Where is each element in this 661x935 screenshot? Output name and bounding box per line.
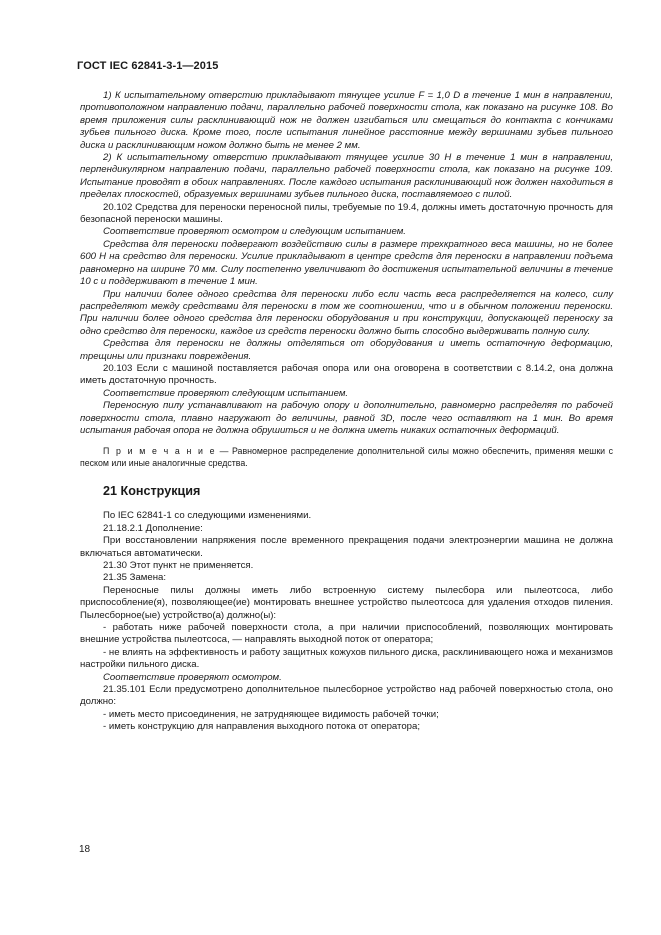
section-line: 21.18.2.1 Дополнение: bbox=[103, 522, 203, 534]
compliance-paragraph: Соответствие проверяют осмотром и следующим испытанием. bbox=[103, 226, 406, 238]
paragraph: Средства для переноски подвергают воздействию силы в размере трехкратного веса машины, но не более 600 Н на средство для переноски. Усилие прикладывают в центре средств для переноски в направлении подъема равномерно на ширине 70 мм. Силу постепенно увеличивают до достижения испытательной величины в течение 10 с и поддерживают в течение 1 мин. bbox=[80, 238, 613, 288]
section-line: - иметь конструкцию для направления выходного потока от оператора; bbox=[103, 721, 420, 733]
page-body bbox=[80, 90, 613, 734]
compliance-paragraph: Соответствие проверяют следующим испытанием. bbox=[103, 387, 349, 399]
section-line: При восстановлении напряжения после временного прекращения подачи электроэнергии машина не должна включаться автоматически. bbox=[80, 535, 613, 559]
clause-paragraph: 20.102 Средства для переноски переносной пилы, требуемые по 19.4, должны иметь достаточную прочность для безопасной переноски машины. bbox=[80, 201, 613, 226]
paragraph: Переносную пилу устанавливают на рабочую опору и дополнительно, равномерно распределяя по рабочей поверхности стола, плавно нагружают до величины, равной 3D, после чего оставляют на 1 мин. Во время испытания рабочая опора не должна обрушиться и не должна иметь никаких остаточных деформаций. bbox=[80, 400, 613, 436]
paragraph: 2) К испытательному отверстию прикладывают тянущее усилие 30 Н в течение 1 мин в направлении, перпендикулярном направлению подачи, параллельно рабочей поверхности стола, как показано на рисунке 109. Испытание проводят в обоих направлениях. После каждого испытания расклинивающий нож должен находиться в пределах плоскостей, образуемых вершинами зубьев пильного диска, поставляемого с пилой. bbox=[80, 152, 613, 201]
note-text: — Равномерное распределение дополнительной силы можно обеспечить, применяя мешки с песком или иные аналогичные средства. bbox=[80, 446, 613, 468]
section-line: 21.30 Этот пункт не применяется. bbox=[103, 560, 254, 571]
clause-paragraph: 20.103 Если с машиной поставляется рабочая опора или она оговорена в соответствии с 8.14.2, она должна иметь достаточную прочность. bbox=[80, 362, 613, 387]
section-line: 21.35 Замена: bbox=[103, 572, 167, 584]
note-label: П р и м е ч а н и е bbox=[103, 446, 217, 457]
section-line: Переносные пилы должны иметь либо встроенную систему пылесбора или пылеотсоса, либо приспособление(я), позволяющее(ие) монтировать внешнее устройство пылеотсоса для удаления отходов пиления. Пылесборное(ые) устройство(а) должно(ы): bbox=[80, 584, 613, 621]
section-line: - работать ниже рабочей поверхности стола, а при наличии приспособлений, позволяющих монтировать внешние устройства пылеотсоса, — направлять выходной поток от оператора; bbox=[80, 622, 613, 646]
page-number: 18 bbox=[79, 844, 91, 855]
paragraph: 1) К испытательному отверстию прикладывают тянущее усилие F = 1,0 D в течение 1 мин в направлении, противоположном направлению подачи, параллельно рабочей поверхности стола, как показано на рисунке 108. Во время приложения силы расклинивающий нож не должен изгибаться или смещаться до контакта с кончиками зубьев пильного диска. Кроме того, после испытания линейное расстояние между вершинами зубьев пильного диска и расклинивающим ножом должно быть не менее 2 мм. bbox=[80, 90, 613, 151]
section-line: - не влиять на эффективность и работу защитных кожухов пильного диска, расклинивающего ножа и механизмов настройки пильного диска. bbox=[80, 646, 613, 671]
section-line: По IEC 62841-1 со следующими изменениями. bbox=[103, 510, 312, 522]
section-line: 21.35.101 Если предусмотрено дополнительное пылесборное устройство над рабочей поверхностью стола, оно должно: bbox=[80, 684, 613, 708]
paragraph: При наличии более одного средства для переноски либо если часть веса распределяется на колесо, силу распределяют между средствами для переноски в том же соотношении, что и в обычном положении переноски. При наличии более одного средства для переноски оборудования и при конструкции, допускающей переноску за одно средство для переноски, каждое из средств переноски должно быть способно выдерживать полную силу. bbox=[80, 288, 613, 337]
note-paragraph bbox=[80, 446, 613, 469]
document-header: ГОСТ IEC 62841-3-1—2015 bbox=[77, 60, 219, 72]
section-title: 21 Конструкция bbox=[103, 484, 201, 499]
compliance-paragraph: Соответствие проверяют осмотром. bbox=[103, 671, 282, 683]
section-line: - иметь место присоединения, не затрудняющее видимость рабочей точки; bbox=[103, 708, 439, 720]
paragraph: Средства для переноски не должны отделяться от оборудования и иметь остаточную деформацию, трещины или признаки повреждения. bbox=[80, 338, 613, 362]
